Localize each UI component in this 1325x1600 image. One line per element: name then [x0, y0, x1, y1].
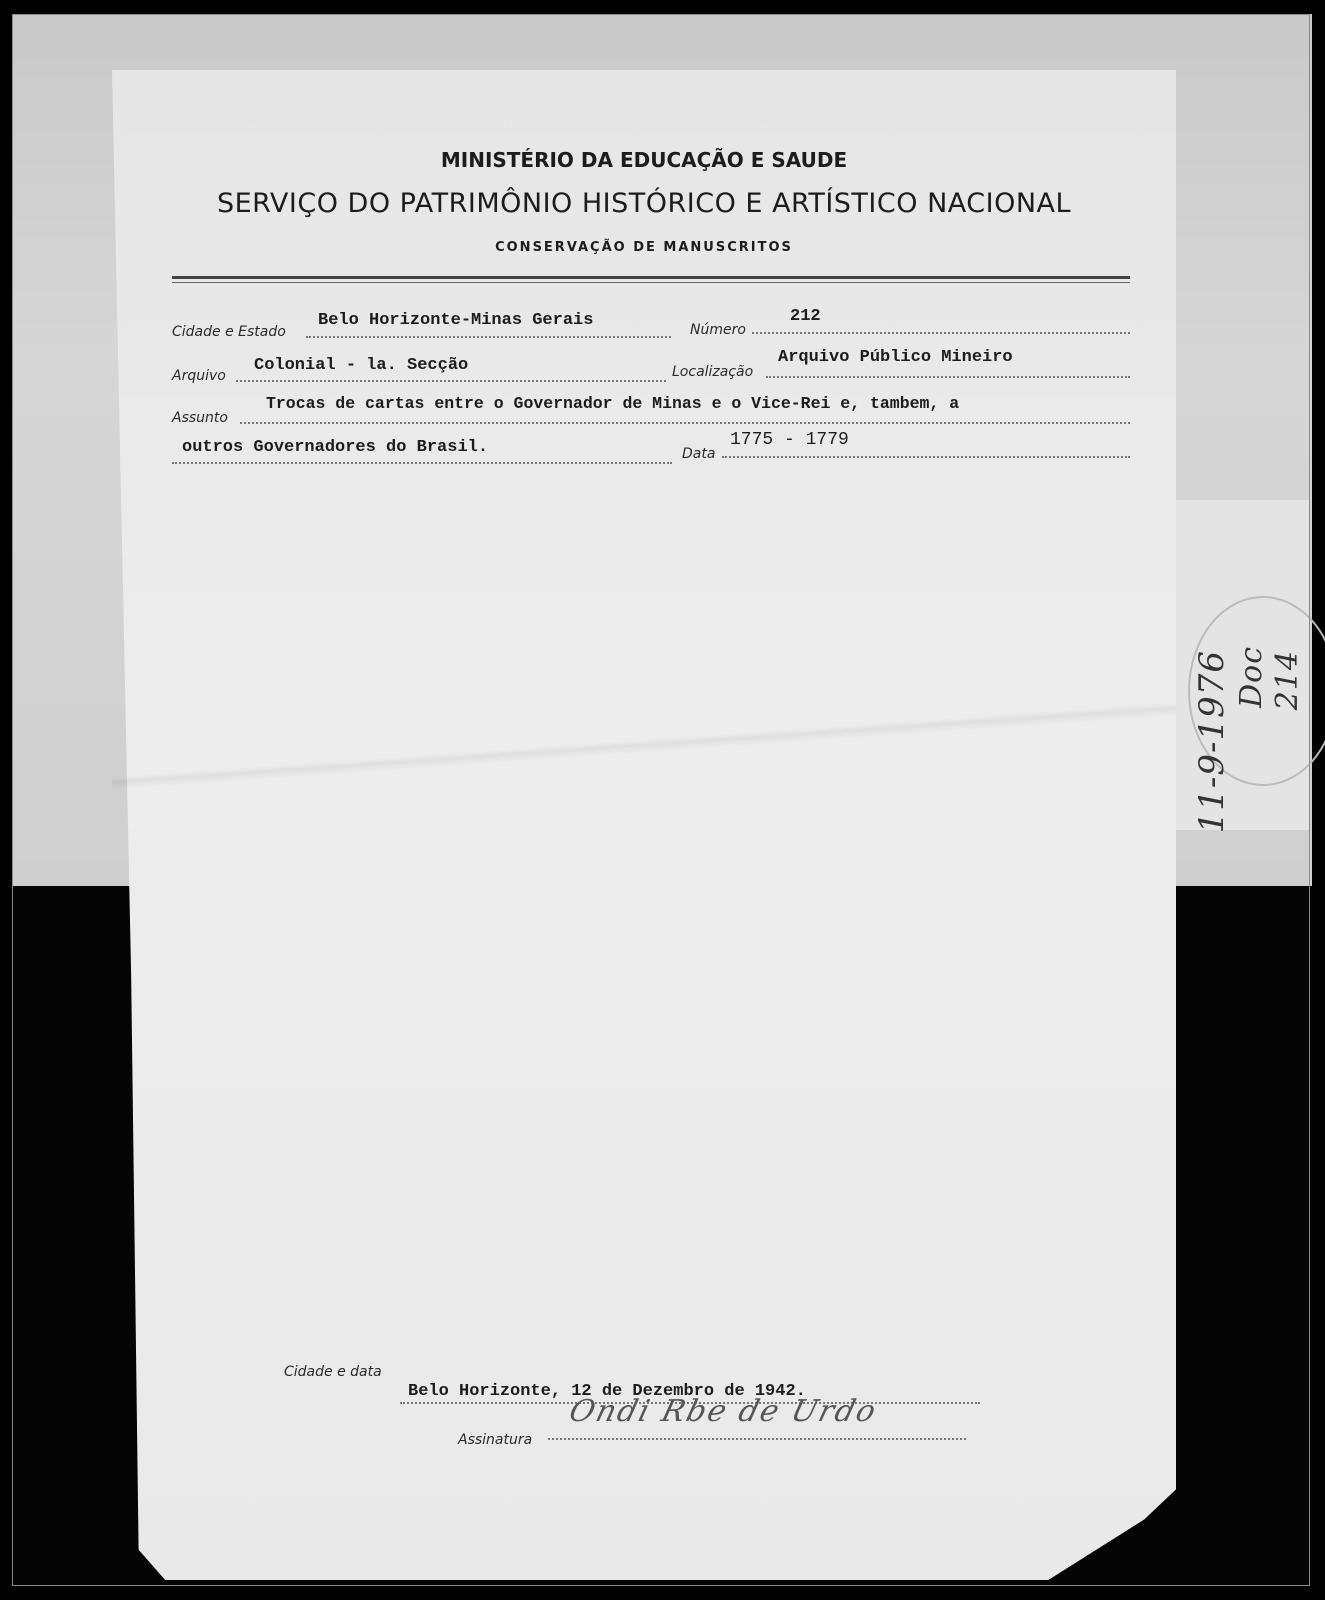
- assunto-line2: outros Governadores do Brasil.: [182, 438, 489, 457]
- handwritten-signature: Ondi Rbe de Urdo: [565, 1394, 882, 1429]
- cidade-estado-line: [306, 336, 671, 338]
- data-line: [722, 456, 1130, 458]
- assinatura-label: Assinatura: [458, 1432, 533, 1448]
- header-divider: [172, 276, 1130, 283]
- arquivo-value: Colonial - la. Secção: [254, 356, 469, 375]
- arquivo-line: [236, 380, 666, 382]
- assunto-label: Assunto: [172, 410, 228, 426]
- cidade-data-value: Belo Horizonte, 12 de Dezembro de 1942.: [408, 1382, 806, 1401]
- localizacao-label: Localização: [672, 364, 754, 380]
- document-sheet: [112, 70, 1176, 1580]
- numero-label: Número: [690, 322, 746, 338]
- ministry-heading: MINISTÉRIO DA EDUCAÇÃO E SAUDE: [440, 148, 848, 172]
- assunto-line1: Trocas de cartas entre o Governador de Minas e o Vice-Rei e, tambem, a: [266, 394, 960, 413]
- localizacao-line: [766, 376, 1130, 378]
- margin-note-doc: Doc: [1234, 646, 1269, 708]
- assunto-line: [240, 422, 1130, 424]
- margin-note-number: 214: [1270, 650, 1305, 711]
- assunto-line2-line: [172, 462, 672, 464]
- service-heading: SERVIÇO DO PATRIMÔNIO HISTÓRICO E ARTÍSTICO NACIONAL: [216, 188, 1072, 219]
- data-value: 1775 - 1779: [730, 430, 849, 450]
- data-label: Data: [682, 446, 716, 462]
- assinatura-line: [548, 1438, 966, 1440]
- cidade-estado-label: Cidade e Estado: [172, 324, 286, 340]
- margin-note-date: 11-9-1976: [1192, 650, 1232, 834]
- cidade-data-label: Cidade e data: [284, 1364, 382, 1380]
- cidade-estado-value: Belo Horizonte-Minas Gerais: [318, 311, 594, 330]
- numero-value: 212: [790, 307, 821, 326]
- department-heading: CONSERVAÇÃO DE MANUSCRITOS: [495, 240, 793, 255]
- localizacao-value: Arquivo Público Mineiro: [778, 348, 1013, 367]
- arquivo-label: Arquivo: [172, 368, 226, 384]
- numero-line: [752, 332, 1130, 334]
